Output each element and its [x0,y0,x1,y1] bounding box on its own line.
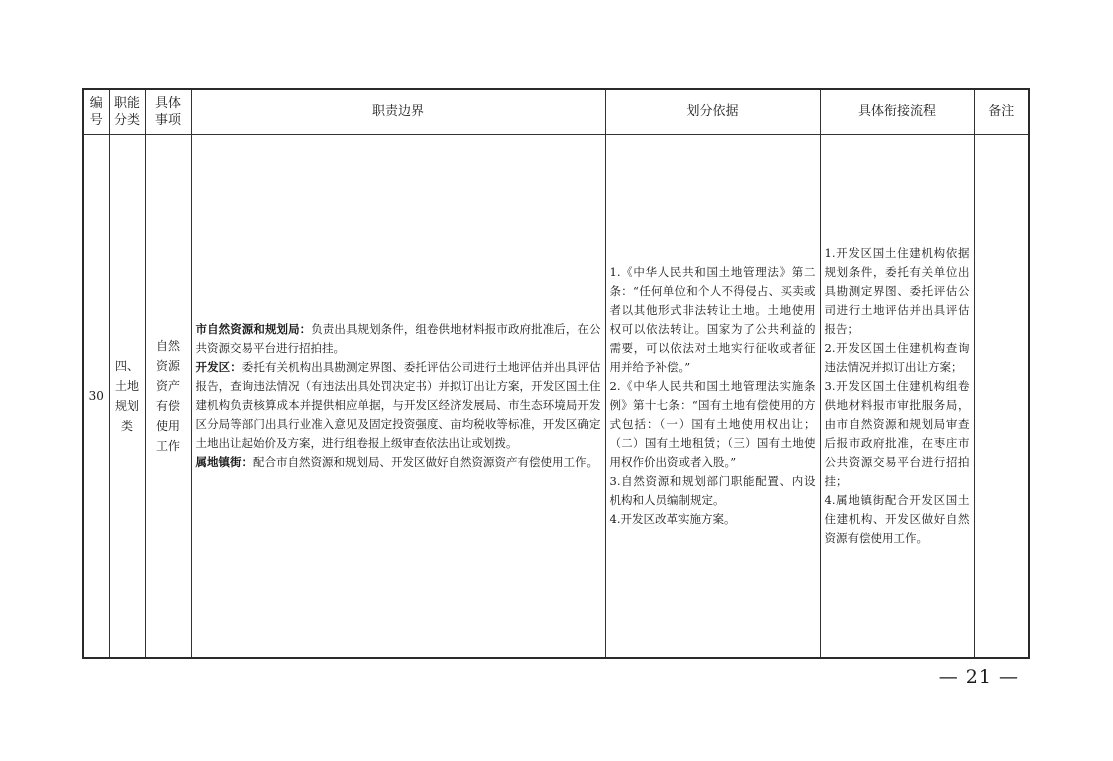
basis-paragraph: 1.《中华人民共和国土地管理法》第二条：“任何单位和个人不得侵占、买卖或者以其他形式非法转让土地。土地使用权可以依法转让。国家为了公共利益的需要，可以依法对土地实行征收或者征用并给予补偿。” [609,265,816,374]
process-paragraph: 2.开发区国土住建机构查询违法情况并拟订出让方案； [824,341,970,374]
table-row [83,135,1029,659]
header-scope: 职责边界 [191,89,605,135]
table-header-row [83,89,1029,135]
scope-paragraph: 属地镇街：配合市自然资源和规划局、开发区做好自然资源资产有偿使用工作。 [195,455,598,469]
header-remark: 备注 [974,89,1029,135]
scope-paragraph: 市自然资源和规划局：负责出具规划条件，组卷供地材料报市政府批准后，在公共资源交易平台进行招拍挂。 [195,322,601,355]
row-number: 30 [83,135,109,659]
header-process: 具体衔接流程 [820,89,974,135]
header-category: 职能 分类 [109,89,145,135]
page-number: — 21 — [938,666,1019,688]
basis-paragraph: 2.《中华人民共和国土地管理法实施条例》第十七条：“国有土地有偿使用的方式包括：（一）国有土地使用权出让；（二）国有土地租赁；（三）国有土地使用权作价出资或者入股。” [609,379,816,469]
row-item: 自然 资源 资产 有偿 使用 工作 [145,135,191,659]
row-category: 四、 土地 规划 类 [109,135,145,659]
row-remark [974,135,1029,659]
process-paragraph: 1.开发区国土住建机构依据规划条件，委托有关单位出具勘测定界图、委托评估公司进行土地评估并出具评估报告； [824,246,970,336]
header-number: 编 号 [83,89,109,135]
basis-paragraph: 4.开发区改革实施方案。 [609,512,736,526]
row-scope [191,135,605,659]
responsibility-table [82,88,1030,659]
scope-paragraph: 开发区：委托有关机构出具勘测定界图、委托评估公司进行土地评估并出具评估报告，查询违法情况（有违法出具处罚决定书）并拟订出让方案，开发区国土住建机构负责核算成本并提供相应单据，与开发区经济发展局、市生态环境局开发区分局等部门出具行业准入意见及固定投资强度、亩均税收等标准，开发区确定土地出让起始价及方案，进行组卷报上级审查依法出让或划拨。 [195,360,601,450]
process-paragraph: 3.开发区国土住建机构组卷供地材料报市审批服务局，由市自然资源和规划局审查后报市政府批准，在枣庄市公共资源交易平台进行招拍挂； [824,379,970,488]
basis-paragraph: 3.自然资源和规划部门职能配置、内设机构和人员编制规定。 [609,474,816,507]
header-item: 具体 事项 [145,89,191,135]
header-basis: 划分依据 [605,89,820,135]
row-process [820,135,974,659]
process-paragraph: 4.属地镇街配合开发区国土住建机构、开发区做好自然资源有偿使用工作。 [824,493,970,545]
row-basis [605,135,820,659]
